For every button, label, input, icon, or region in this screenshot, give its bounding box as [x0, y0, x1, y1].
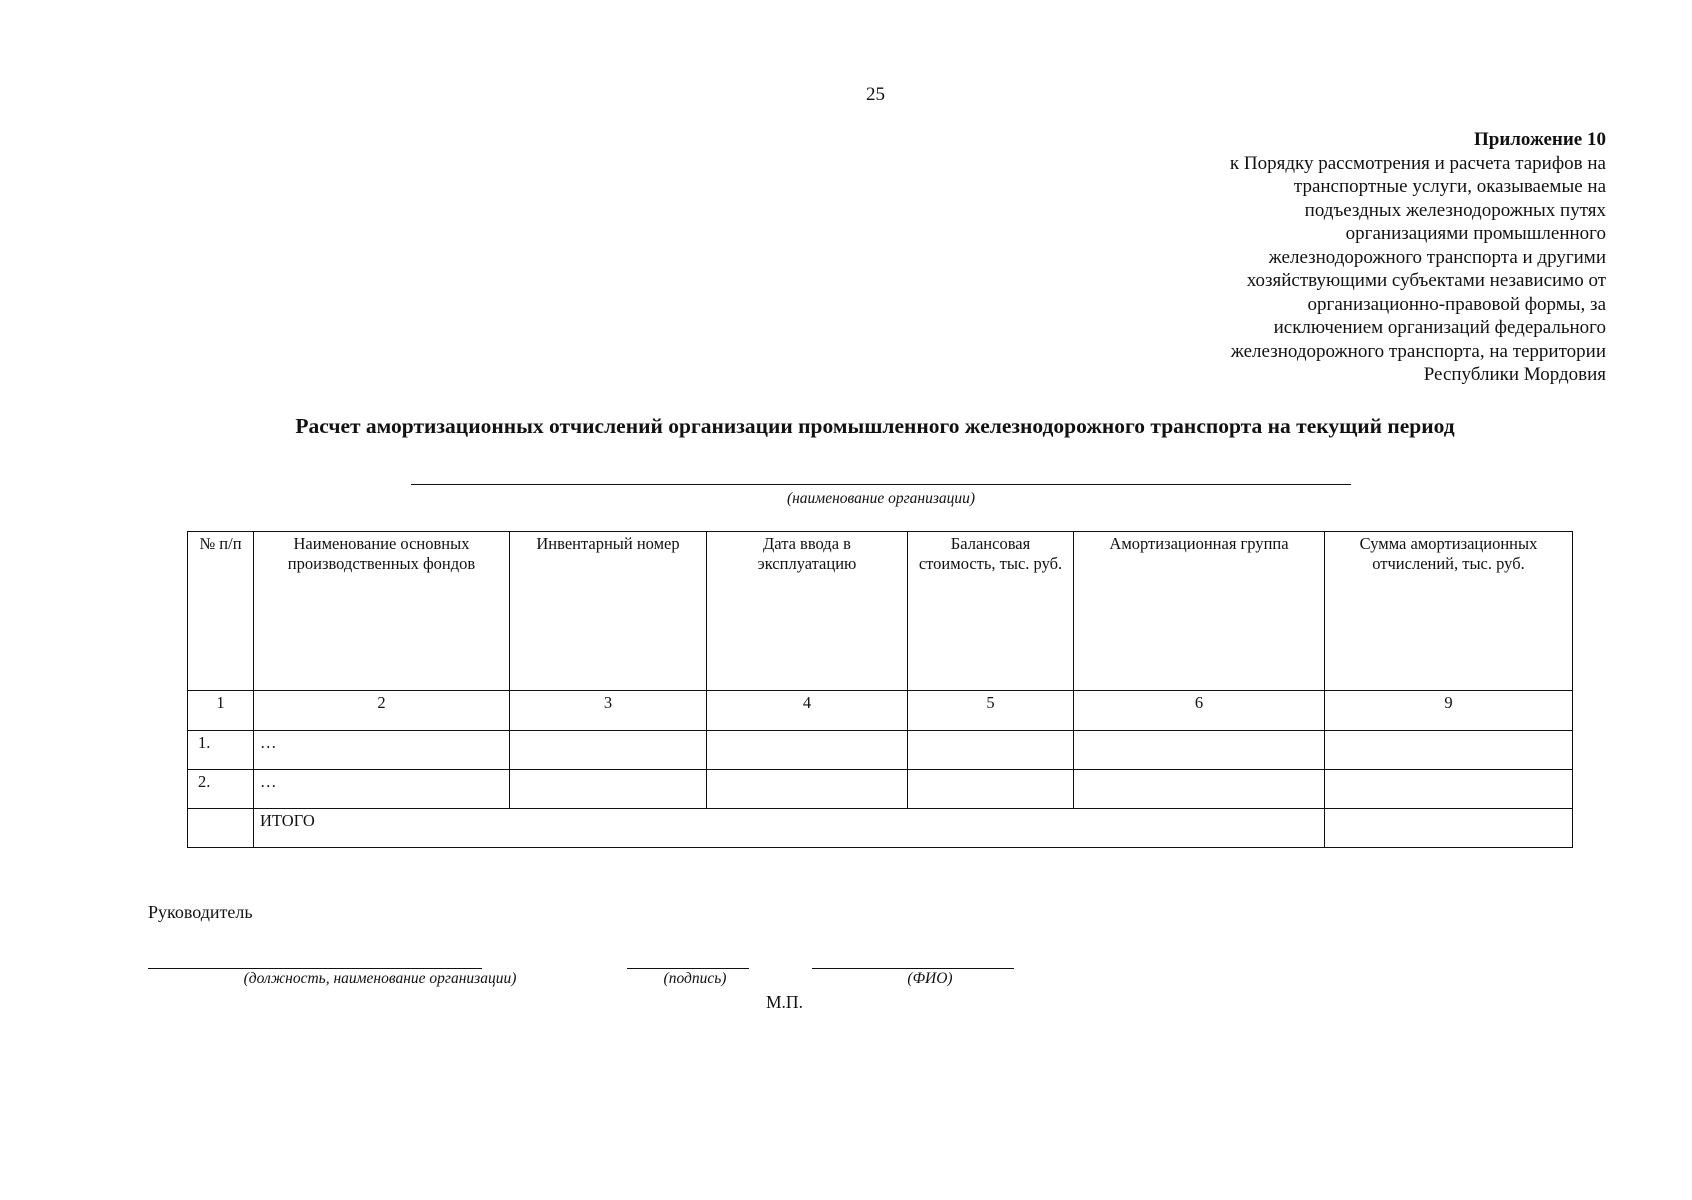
table-cell [1325, 731, 1573, 770]
appendix-line: транспортные услуги, оказываемые на [1293, 176, 1606, 197]
appendix-line: подъездных железнодорожных путях [1304, 199, 1606, 221]
page-number: 25 [866, 84, 885, 105]
appendix-title: Приложение 10 [1473, 129, 1606, 150]
appendix-line: железнодорожного транспорта и другими [1268, 246, 1606, 268]
column-number: 9 [1325, 691, 1573, 731]
column-number: 1 [188, 691, 254, 731]
table-row [188, 731, 1573, 770]
table-cell [188, 809, 254, 848]
total-label: ИТОГО [254, 809, 1325, 848]
appendix-line: хозяйствующими субъектами независимо от [1246, 270, 1606, 291]
total-row [188, 809, 1573, 848]
table-cell [1074, 731, 1325, 770]
appendix-line: Республики Мордовия [1423, 364, 1606, 385]
signature-caption: (подпись) [663, 970, 727, 987]
appendix-block [1146, 128, 1606, 387]
table-cell [510, 731, 707, 770]
row-number: 1. [188, 731, 254, 770]
fullname-line [812, 968, 1014, 969]
row-asset-name: … [254, 770, 510, 809]
table-row [188, 770, 1573, 809]
header-commissioning-date: Дата ввода в эксплуатацию [707, 532, 908, 691]
header-asset-name: Наименование основных производственных фондов [254, 532, 510, 691]
signature-line [627, 968, 749, 969]
appendix-line: организационно-правовой формы, за [1307, 293, 1606, 315]
table-cell [908, 731, 1074, 770]
column-number: 2 [254, 691, 510, 731]
appendix-line: к Порядку рассмотрения и расчета тарифов на [1229, 152, 1606, 174]
row-asset-name: … [254, 731, 510, 770]
appendix-line: железнодорожного транспорта, на территории [1230, 340, 1606, 362]
table-cell [707, 770, 908, 809]
signer-label: Руководитель [148, 902, 253, 922]
position-caption: (должность, наименование организации) [243, 970, 517, 987]
fullname-caption: (ФИО) [907, 970, 953, 987]
column-number: 6 [1074, 691, 1325, 731]
column-number: 5 [908, 691, 1074, 731]
organization-caption: (наименование организации) [786, 490, 976, 507]
stamp-mark: М.П. [766, 992, 803, 1012]
column-number-row [188, 691, 1573, 731]
header-depreciation-group: Амортизационная группа [1074, 532, 1325, 691]
column-number: 3 [510, 691, 707, 731]
header-inventory-number: Инвентарный номер [510, 532, 707, 691]
appendix-line: организациями промышленного [1345, 223, 1606, 244]
table-header-row [188, 532, 1573, 691]
organization-name-line [411, 484, 1351, 485]
table-cell [707, 731, 908, 770]
document-title: Расчет амортизационных отчислений организации промышленного железнодорожного транспорта на текущий период [295, 414, 1455, 438]
header-book-value: Балансовая стоимость, тыс. руб. [908, 532, 1074, 691]
table-cell [1325, 770, 1573, 809]
column-number: 4 [707, 691, 908, 731]
header-depreciation-amount: Сумма амортизационных отчислений, тыс. руб. [1325, 532, 1573, 691]
appendix-line: исключением организаций федерального [1273, 317, 1606, 338]
row-number: 2. [188, 770, 254, 809]
table-cell [908, 770, 1074, 809]
table-cell [510, 770, 707, 809]
position-signature-line [148, 968, 482, 969]
total-amount-cell [1325, 809, 1573, 848]
table-cell [1074, 770, 1325, 809]
header-number: № п/п [188, 532, 254, 691]
depreciation-table [187, 531, 1573, 848]
